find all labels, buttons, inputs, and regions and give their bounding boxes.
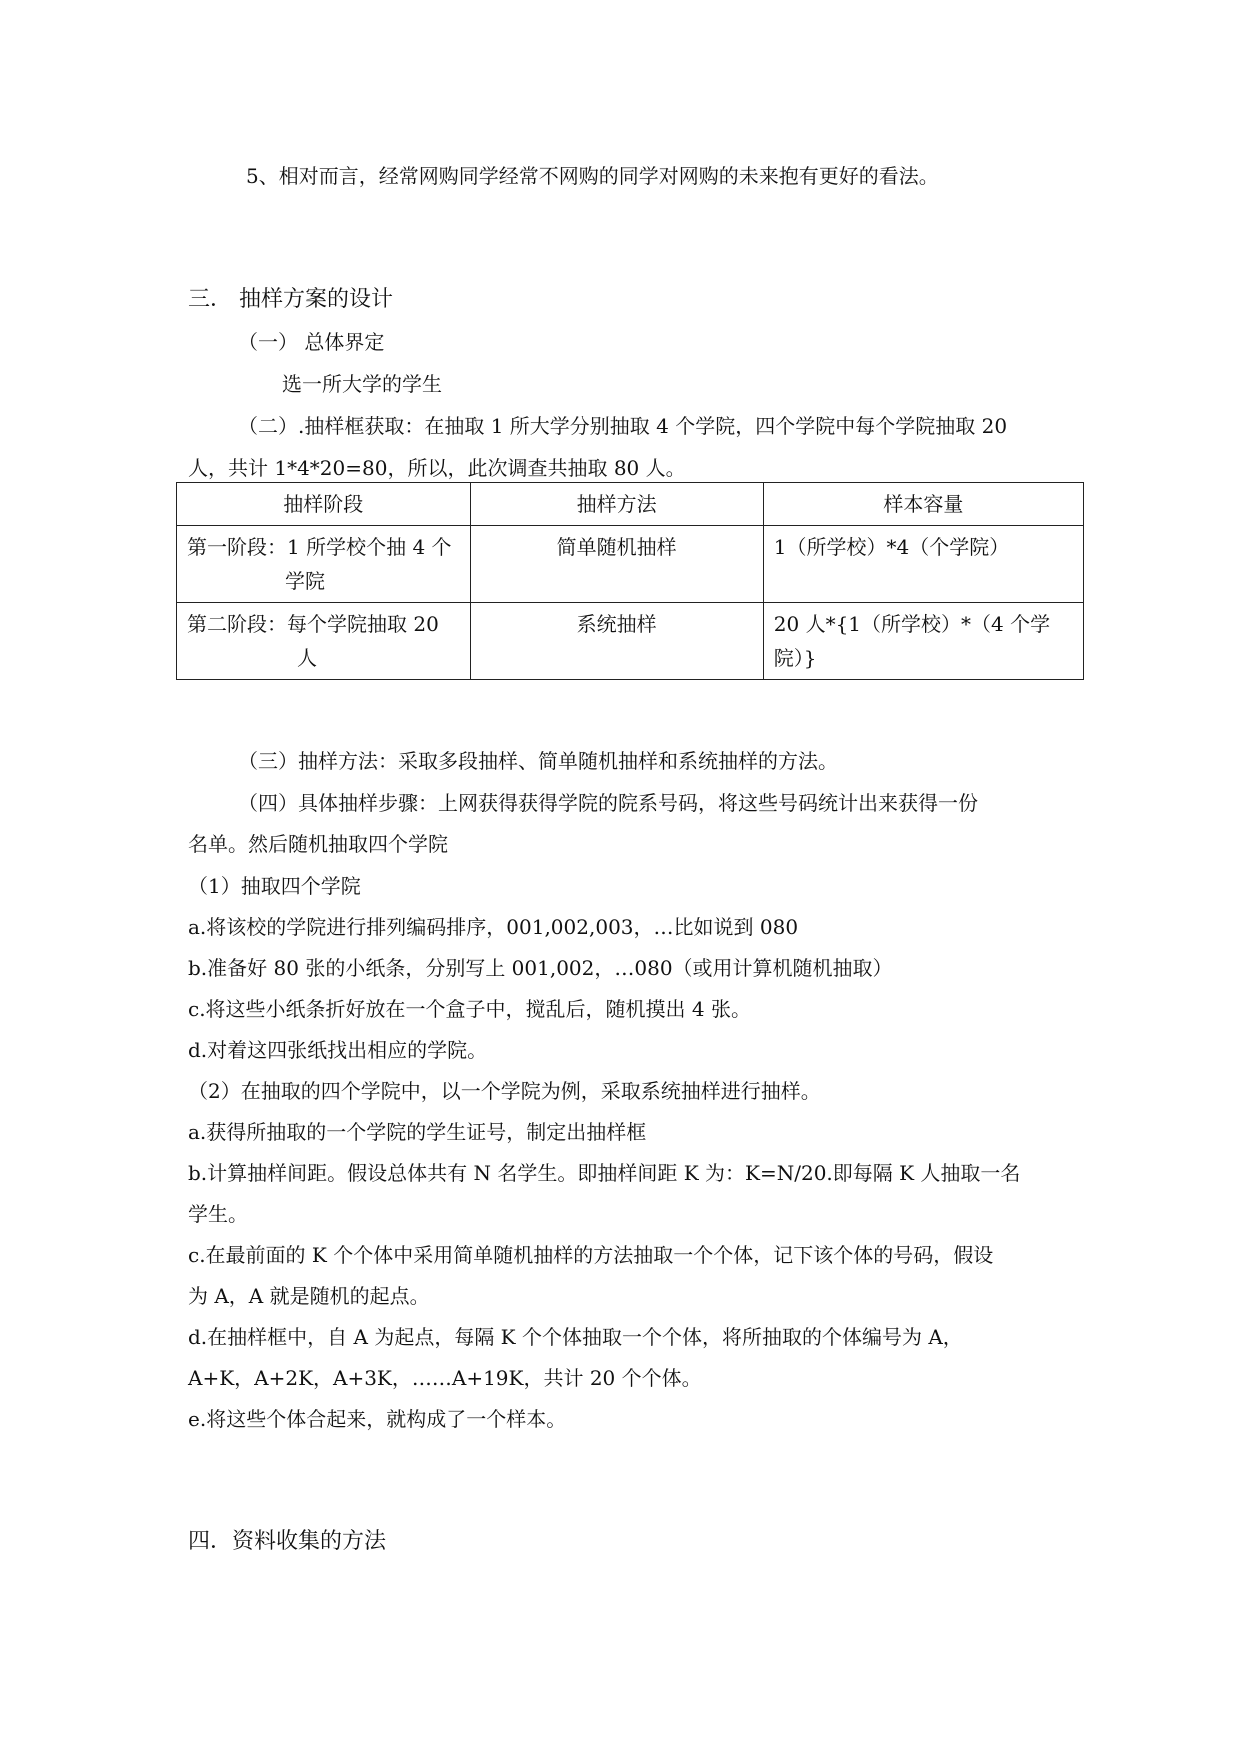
step-1-b: b.准备好 80 张的小纸条，分别写上 001,002，…080（或用计算机随机抽取） xyxy=(188,956,893,980)
table-cell-method: 简单随机抽样 xyxy=(470,526,763,603)
step-1-d: d.对着这四张纸找出相应的学院。 xyxy=(188,1038,488,1062)
subsection-4-line-1: （四）具体抽样步骤：上网获得获得学院的院系号码，将这些号码统计出来获得一份 xyxy=(238,791,978,815)
step-2-e: e.将这些个体合起来，就构成了一个样本。 xyxy=(188,1407,567,1431)
subsection-1-body: 选一所大学的学生 xyxy=(282,372,442,396)
size-text: 20 人*{1（所学校）*（4 个学 xyxy=(773,612,1051,636)
stage-text: 第一阶段：1 所学校个抽 4 个 xyxy=(187,535,452,559)
size-text: 院）} xyxy=(773,646,817,670)
step-2-b-line-2: 学生。 xyxy=(188,1202,248,1226)
table-header-row xyxy=(177,483,1084,526)
stage-text: 学院 xyxy=(285,569,325,593)
step-1-a: a.将该校的学院进行排列编码排序，001,002,003，…比如说到 080 xyxy=(188,915,799,939)
step-2-b-line-1: b.计算抽样间距。假设总体共有 N 名学生。即抽样间距 K 为：K=N/20.即每隔 K 人抽取一名 xyxy=(188,1161,1021,1185)
table-row xyxy=(177,603,1084,680)
table-header-cell: 样本容量 xyxy=(763,483,1083,526)
subsection-2-line-1: （二）.抽样框获取：在抽取 1 所大学分别抽取 4 个学院，四个学院中每个学院抽取 20 xyxy=(238,414,1008,438)
conclusion-item-5: 5、相对而言，经常网购同学经常不网购的同学对网购的未来抱有更好的看法。 xyxy=(246,164,939,188)
step-2-d-line-1: d.在抽样框中，自 A 为起点，每隔 K 个个体抽取一个个体，将所抽取的个体编号为 A， xyxy=(188,1325,963,1349)
section-heading-4: 四．资料收集的方法 xyxy=(188,1529,387,1554)
table-cell-stage xyxy=(177,526,471,603)
step-2-title: （2）在抽取的四个学院中，以一个学院为例，采取系统抽样进行抽样。 xyxy=(188,1079,821,1103)
size-text xyxy=(774,564,1073,598)
subsection-2-line-2: 人，共计 1*4*20=80，所以，此次调查共抽取 80 人。 xyxy=(188,456,686,480)
table-header-cell: 抽样方法 xyxy=(470,483,763,526)
subsection-4-line-2: 名单。然后随机抽取四个学院 xyxy=(188,832,448,856)
step-2-c-line-2: 为 A，A 就是随机的起点。 xyxy=(188,1284,430,1308)
sampling-table xyxy=(176,482,1084,680)
step-1-title: （1）抽取四个学院 xyxy=(188,874,361,898)
stage-text: 人 xyxy=(297,646,317,670)
section-heading-3: 三． 抽样方案的设计 xyxy=(188,287,393,312)
table-row xyxy=(177,526,1084,603)
stage-text: 第二阶段：每个学院抽取 20 xyxy=(187,612,439,636)
step-2-a: a.获得所抽取的一个学院的学生证号，制定出抽样框 xyxy=(188,1120,647,1144)
subsection-3: （三）抽样方法：采取多段抽样、简单随机抽样和系统抽样的方法。 xyxy=(238,749,838,773)
subsection-1-title: （一） 总体界定 xyxy=(238,330,385,354)
table-cell-method: 系统抽样 xyxy=(470,603,763,680)
table-header-cell: 抽样阶段 xyxy=(177,483,471,526)
step-1-c: c.将这些小纸条折好放在一个盒子中，搅乱后，随机摸出 4 张。 xyxy=(188,997,751,1021)
table-cell-stage xyxy=(177,603,471,680)
table-cell-size xyxy=(763,526,1083,603)
size-text: 1（所学校）*4（个学院） xyxy=(773,535,1010,559)
step-2-c-line-1: c.在最前面的 K 个个体中采用简单随机抽样的方法抽取一个个体，记下该个体的号码，假设 xyxy=(188,1243,994,1267)
step-2-d-line-2: A+K，A+2K，A+3K，……A+19K，共计 20 个个体。 xyxy=(188,1366,702,1390)
table-cell-size xyxy=(763,603,1083,680)
